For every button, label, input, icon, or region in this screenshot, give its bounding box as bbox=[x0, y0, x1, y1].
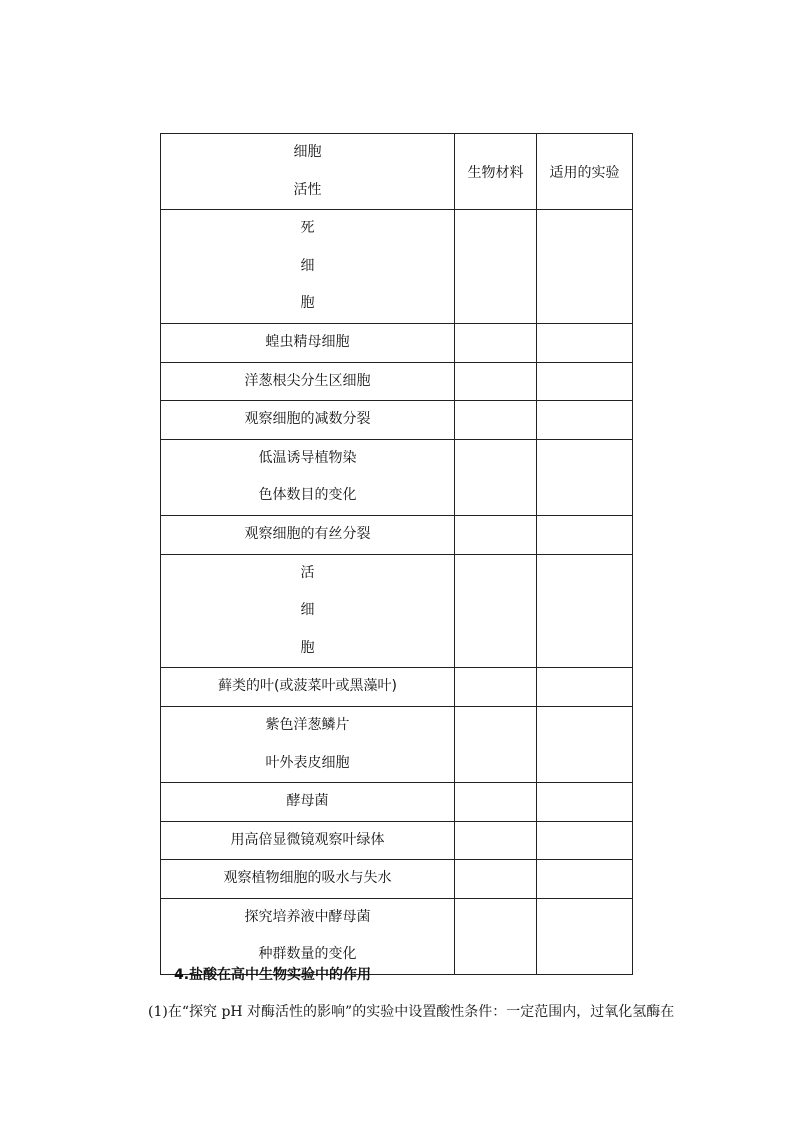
row-label-cell bbox=[161, 821, 455, 860]
row-label-line: 色体数目的变化 bbox=[258, 487, 357, 504]
table-row bbox=[161, 210, 633, 324]
experiment-cell bbox=[537, 401, 633, 440]
row-label-cell bbox=[161, 860, 455, 899]
table-header-row bbox=[161, 134, 633, 210]
row-label-line: 洋葱根尖分生区细胞 bbox=[244, 372, 371, 389]
header-cell-experiment: 适用的实验 bbox=[537, 134, 633, 210]
experiment-cell bbox=[537, 515, 633, 554]
material-cell bbox=[455, 668, 537, 707]
row-label-cell bbox=[161, 783, 455, 822]
row-label-line: 观察细胞的有丝分裂 bbox=[244, 525, 371, 542]
experiment-cell bbox=[537, 362, 633, 401]
table-row bbox=[161, 668, 633, 707]
material-cell bbox=[455, 439, 537, 515]
row-label-cell bbox=[161, 439, 455, 515]
experiment-cell bbox=[537, 439, 633, 515]
table-row bbox=[161, 515, 633, 554]
table-row bbox=[161, 783, 633, 822]
row-label-line: 低温诱导植物染 bbox=[258, 449, 357, 466]
experiment-table bbox=[160, 133, 633, 975]
row-label-line: 酵母菌 bbox=[286, 793, 329, 810]
row-label-cell bbox=[161, 515, 455, 554]
material-cell bbox=[455, 554, 537, 668]
material-cell bbox=[455, 821, 537, 860]
row-label-line: 种群数量的变化 bbox=[258, 946, 357, 963]
row-label-cell bbox=[161, 362, 455, 401]
row-label-cell bbox=[161, 898, 455, 974]
row-label-line: 叶外表皮细胞 bbox=[265, 754, 350, 771]
experiment-cell bbox=[537, 706, 633, 782]
table-row bbox=[161, 860, 633, 899]
experiment-cell bbox=[537, 783, 633, 822]
table-row bbox=[161, 323, 633, 362]
body-paragraph: (1)在“探究 pH 对酶活性的影响”的实验中设置酸性条件：一定范围内，过氧化氢酶在 bbox=[148, 1004, 675, 1020]
material-cell bbox=[455, 706, 537, 782]
table-row bbox=[161, 362, 633, 401]
header-cell-material: 生物材料 bbox=[455, 134, 537, 210]
material-cell bbox=[455, 210, 537, 324]
row-label-line: 蝗虫精母细胞 bbox=[265, 333, 350, 350]
material-cell bbox=[455, 515, 537, 554]
row-label-line: 用高倍显微镜观察叶绿体 bbox=[230, 831, 385, 848]
material-cell bbox=[455, 362, 537, 401]
row-label-line: 活 bbox=[300, 564, 315, 581]
material-cell bbox=[455, 860, 537, 899]
row-label-line: 细 bbox=[300, 257, 315, 274]
row-label-line: 胞 bbox=[300, 639, 315, 656]
table-row bbox=[161, 821, 633, 860]
section-heading: 4.盐酸在高中生物实验中的作用 bbox=[174, 967, 372, 983]
row-label-line: 观察植物细胞的吸水与失水 bbox=[223, 870, 392, 887]
table-row bbox=[161, 401, 633, 440]
experiment-cell bbox=[537, 898, 633, 974]
row-label-cell bbox=[161, 554, 455, 668]
table-row bbox=[161, 554, 633, 668]
row-label-cell bbox=[161, 706, 455, 782]
material-cell bbox=[455, 401, 537, 440]
row-label-line: 观察细胞的减数分裂 bbox=[244, 411, 371, 428]
header-line: 活性 bbox=[293, 181, 322, 198]
material-cell bbox=[455, 783, 537, 822]
row-label-cell bbox=[161, 668, 455, 707]
row-label-cell bbox=[161, 401, 455, 440]
experiment-cell bbox=[537, 860, 633, 899]
table-row bbox=[161, 706, 633, 782]
row-label-cell bbox=[161, 210, 455, 324]
material-cell bbox=[455, 323, 537, 362]
row-label-line: 细 bbox=[300, 602, 315, 619]
experiment-cell bbox=[537, 323, 633, 362]
table-row bbox=[161, 439, 633, 515]
row-label-line: 藓类的叶(或菠菜叶或黑藻叶) bbox=[218, 678, 397, 695]
material-cell bbox=[455, 898, 537, 974]
header-cell-activity bbox=[161, 134, 455, 210]
experiment-cell bbox=[537, 554, 633, 668]
row-label-cell bbox=[161, 323, 455, 362]
row-label-line: 胞 bbox=[300, 295, 315, 312]
experiment-cell bbox=[537, 210, 633, 324]
experiment-cell bbox=[537, 821, 633, 860]
experiment-cell bbox=[537, 668, 633, 707]
row-label-line: 死 bbox=[300, 220, 315, 237]
row-label-line: 紫色洋葱鳞片 bbox=[265, 716, 350, 733]
table-row bbox=[161, 898, 633, 974]
header-line: 细胞 bbox=[293, 144, 322, 160]
row-label-line: 探究培养液中酵母菌 bbox=[244, 908, 371, 925]
